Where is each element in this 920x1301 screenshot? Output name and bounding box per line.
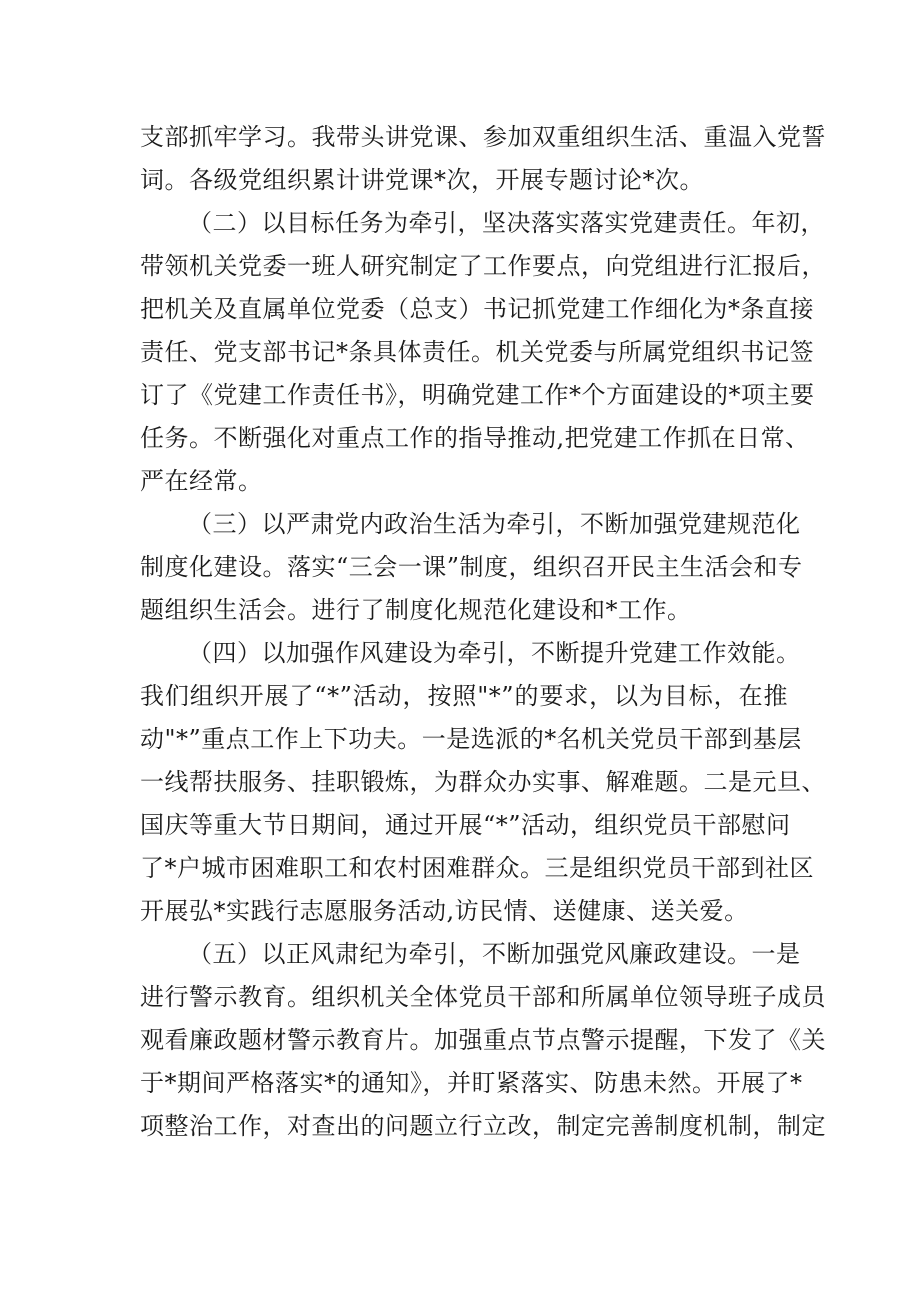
text-line: 进行警示教育。组织机关全体党员干部和所属单位领导班子成员 xyxy=(140,983,826,1011)
text-line: 我们组织开展了“*”活动，按照"*”的要求，以为目标，在推 xyxy=(140,682,788,710)
text-line: （三）以严肃党内政治生活为牵引，不断加强党建规范化 xyxy=(188,510,801,538)
text-line: 订了《党建工作责任书》，明确党建工作*个方面建设的*项主要 xyxy=(140,381,815,409)
text-line: （四）以加强作风建设为牵引，不断提升党建工作效能。 xyxy=(188,639,801,667)
body-text xyxy=(140,116,826,1148)
text-line: 制度化建设。落实“三会一课”制度，组织召开民主生活会和专 xyxy=(140,553,803,581)
text-line: 了*户城市困难职工和农村困难群众。三是组织党员干部到社区 xyxy=(140,854,814,882)
text-line: 开展弘*实践行志愿服务活动,访民情、送健康、送关爱。 xyxy=(140,897,749,925)
text-line: 于*期间严格落实*的通知》，并盯紧落实、防患未然。开展了* xyxy=(140,1069,803,1097)
text-line: 把机关及直属单位党委（总支）书记抓党建工作细化为*条直接 xyxy=(140,295,814,323)
text-line: （二）以目标任务为牵引，坚决落实落实党建责任。年初， xyxy=(188,209,825,237)
text-line: 一线帮扶服务、挂职锻炼，为群众办实事、解难题。二是元旦、 xyxy=(140,768,826,796)
text-line: 支部抓牢学习。我带头讲党课、参加双重组织生活、重温入党誓 xyxy=(140,123,826,151)
text-line: 动"*”重点工作上下功夫。一是选派的*名机关党员干部到基层 xyxy=(140,725,802,753)
text-line: 国庆等重大节日期间，通过开展“*”活动，组织党员干部慰问 xyxy=(140,811,791,839)
text-line: 项整治工作，对查出的问题立行立改，制定完善制度机制，制定 xyxy=(140,1112,826,1140)
text-line: 词。各级党组织累计讲党课*次，开展专题讨论*次。 xyxy=(140,166,704,194)
text-line: （五）以正风肃纪为牵引，不断加强党风廉政建设。一是 xyxy=(188,940,801,968)
text-line: 带领机关党委一班人研究制定了工作要点，向党组进行汇报后， xyxy=(140,252,826,280)
text-line: 观看廉政题材警示教育片。加强重点节点警示提醒，下发了《关 xyxy=(140,1026,826,1054)
text-line: 严在经常。 xyxy=(140,467,263,495)
text-line: 任务。不断强化对重点工作的指导推动,把党建工作抓在日常、 xyxy=(140,424,810,452)
text-line: 题组织生活会。进行了制度化规范化建设和*工作。 xyxy=(140,596,692,624)
text-line: 责任、党支部书记*条具体责任。机关党委与所属党组织书记签 xyxy=(140,338,814,366)
